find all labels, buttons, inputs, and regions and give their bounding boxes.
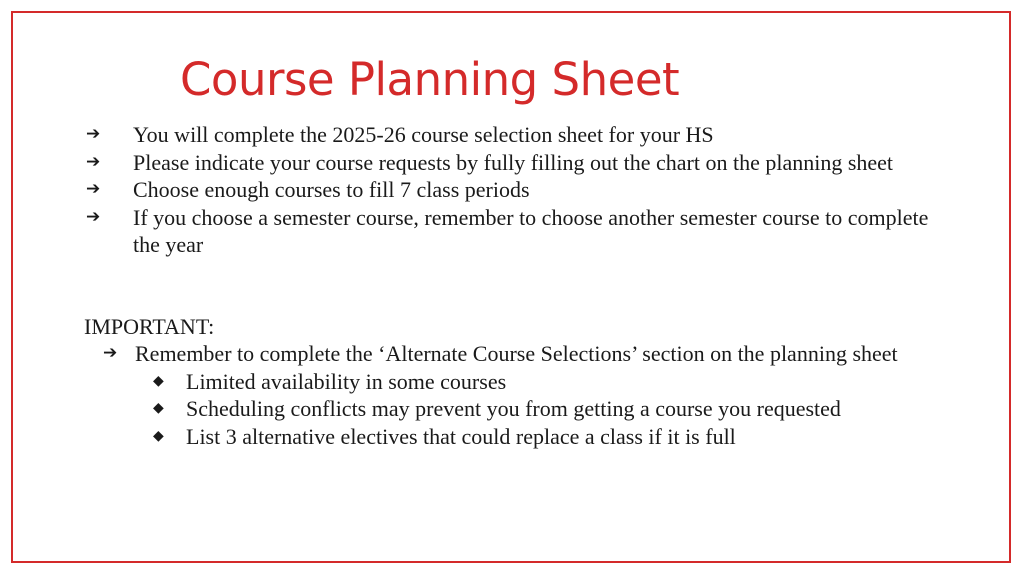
bullet-text: If you choose a semester course, remember to choose another semester course to complete the year — [133, 204, 929, 257]
arrow-icon: ➔ — [86, 179, 101, 199]
bullet-item — [86, 149, 936, 177]
arrow-icon: ➔ — [86, 206, 101, 227]
bullet-item — [86, 121, 936, 149]
important-item — [103, 340, 923, 450]
main-bullet-list — [86, 121, 936, 259]
sub-bullet-text: List 3 alternative electives that could replace a class if it is full — [186, 423, 736, 449]
sub-bullet-text: Scheduling conflicts may prevent you from getting a course you requested — [186, 396, 841, 421]
important-text: Remember to complete the ‘Alternate Course Selections’ section on the planning sheet — [135, 341, 898, 366]
sub-bullet-item — [135, 423, 923, 451]
diamond-icon: ◆ — [153, 372, 164, 389]
sub-bullet-item — [135, 395, 923, 423]
slide-title: Course Planning Sheet — [180, 53, 680, 106]
bullet-text: Please indicate your course requests by fully filling out the chart on the planning sheet — [133, 149, 894, 175]
important-label: IMPORTANT: — [84, 314, 215, 339]
bullet-text: Choose enough courses to fill 7 class periods — [133, 177, 530, 202]
bullet-item — [86, 176, 936, 204]
arrow-icon: ➔ — [103, 343, 118, 363]
diamond-icon: ◆ — [153, 427, 164, 444]
sub-bullet-list — [135, 368, 923, 451]
arrow-icon: ➔ — [86, 124, 101, 144]
sub-bullet-item — [135, 368, 923, 396]
arrow-icon: ➔ — [86, 151, 101, 172]
bullet-text: You will complete the 2025-26 course selection sheet for your HS — [133, 122, 714, 147]
bullet-item — [86, 204, 936, 259]
important-list — [103, 340, 923, 450]
diamond-icon: ◆ — [153, 400, 164, 416]
sub-bullet-text: Limited availability in some courses — [186, 368, 507, 394]
